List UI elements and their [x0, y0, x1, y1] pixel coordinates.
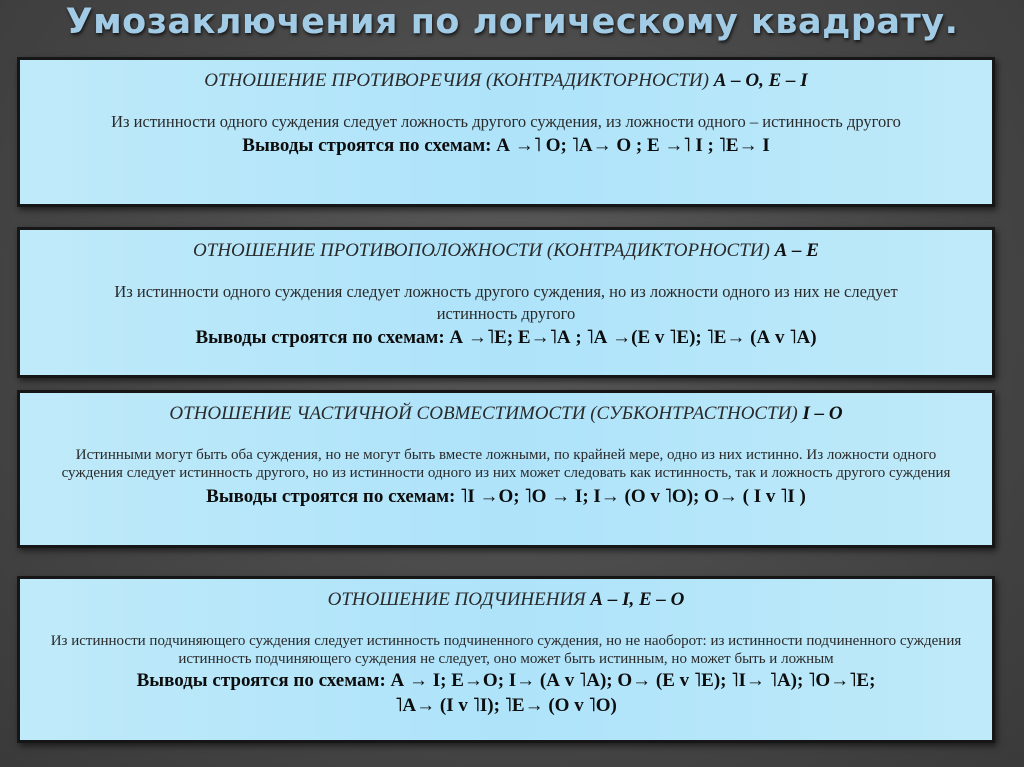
inference-schema-line-1: Выводы строятся по схемам: А → I; Е→О; I→ (А v ˥А); О→ (Е v ˥Е); ˥I→ ˥А); ˥О→˥Е; — [136, 670, 876, 691]
relation-block-contradiction — [17, 57, 995, 207]
page-title: Умозаключения по логическому квадрату. — [65, 2, 959, 42]
inference-schema-line-2: ˥А→ (I v ˥I); ˥Е→ (О v ˥О) — [395, 695, 617, 716]
relation-name: ОТНОШЕНИЕ ПРОТИВОРЕЧИЯ (КОНТРАДИКТОРНОСТИ) — [204, 70, 709, 91]
relation-pairs: А – I, Е – О — [590, 589, 685, 610]
relation-description: Из истинности подчиняющего суждения следует истинность подчиненного суждения, но не наоборот: из истинности подчиненного суждения истинность подчиняющего суждения не следует, оно может быть истинным, но может быть и ложным — [50, 633, 962, 667]
inference-schema: Выводы строятся по схемам: А →˥ О; ˥А→ О ; Е →˥ I ; ˥Е→ I — [242, 135, 770, 156]
relation-pairs: А – Е — [774, 240, 819, 261]
relation-pairs: А – О, Е – I — [713, 70, 808, 91]
relation-name: ОТНОШЕНИЕ ЧАСТИЧНОЙ СОВМЕСТИМОСТИ (СУБКОНТРАСТНОСТИ) — [169, 403, 798, 424]
relation-name: ОТНОШЕНИЕ ПОДЧИНЕНИЯ — [327, 589, 586, 610]
relation-block-subordination — [17, 576, 995, 743]
inference-schema: Выводы строятся по схемам: ˥I →О; ˥О → I; I→ (О v ˥О); О→ ( I v ˥I ) — [206, 486, 806, 507]
relation-heading — [20, 589, 992, 610]
relation-name: ОТНОШЕНИЕ ПРОТИВОПОЛОЖНОСТИ (КОНТРАДИКТОРНОСТИ) — [193, 240, 770, 261]
relation-description: Истинными могут быть оба суждения, но не могут быть вместе ложными, по крайней мере, одно из них истинно. Из ложности одного суждения следует истинность другого, но из истинности одного из них может следовать как истинность, так и ложность другого суждения — [61, 447, 951, 481]
relation-heading — [20, 240, 992, 261]
relation-description: Из истинности одного суждения следует ложность другого суждения, из ложности одного – истинность другого — [111, 112, 901, 131]
inference-schema: Выводы строятся по схемам: А →˥Е; Е→˥А ; ˥А →(Е v ˥Е); ˥Е→ (А v ˥А) — [195, 327, 817, 348]
relation-description: Из истинности одного суждения следует ложность другого суждения, но из ложности одного из них не следует истинность другого — [114, 282, 898, 323]
relation-block-contrariety — [17, 227, 995, 378]
relation-heading — [20, 403, 992, 424]
relation-pairs: I – O — [802, 403, 843, 424]
relation-block-subcontrariety — [17, 390, 995, 548]
relation-heading — [20, 70, 992, 91]
